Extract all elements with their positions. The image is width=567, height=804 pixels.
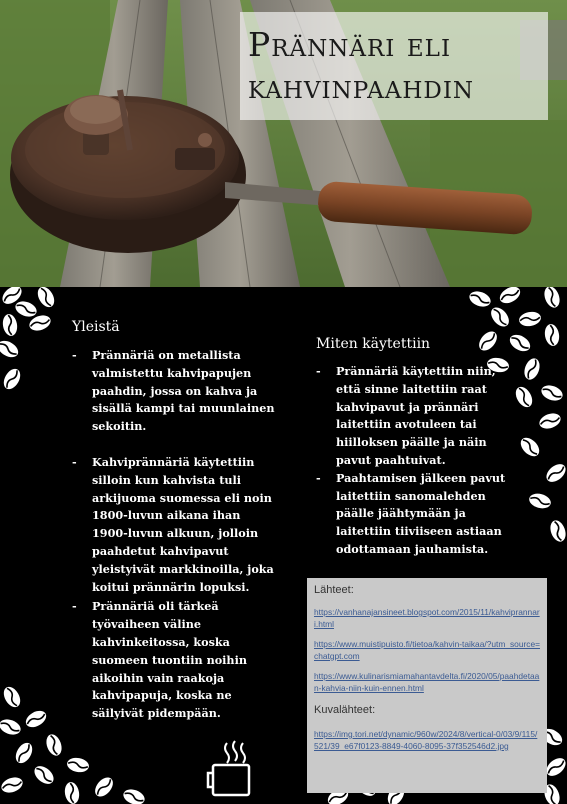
left-list [72,347,280,723]
coffee-bean-icon [1,313,19,337]
coffee-bean-icon [548,518,567,543]
coffee-mug-icon [205,739,261,797]
coffee-bean-icon [537,411,562,432]
coffee-bean-icon [476,328,501,354]
coffee-bean-icon [497,287,523,307]
coffee-bean-icon [488,304,513,330]
coffee-bean-icon [12,740,35,766]
title-line-2: kahvinpaahdin [248,67,475,106]
coffee-bean-icon [543,461,567,486]
page-title [248,24,548,108]
coffee-bean-icon [92,774,117,800]
sources-heading: Lähteet: [314,584,354,596]
coffee-bean-icon [518,310,542,328]
image-sources-heading: Kuvalähteet: [314,704,376,716]
coffee-bean-icon [66,756,90,774]
coffee-bean-icon [34,287,57,310]
source-link[interactable]: https://vanhanajansineet.blogspot.com/2015/11/kahviprannari.html [314,607,540,629]
image-source-link[interactable]: https://img.tori.net/dynamic/960w/2024/8/vertical-0/03/9/115/521/39_e67f0123-8849-4060-8095-37f352546d2.jpg [314,729,538,751]
coffee-bean-icon [121,787,146,804]
coffee-bean-icon [0,717,23,738]
title-line-1: Prännäri eli [248,25,452,64]
coffee-bean-icon [467,289,492,310]
source-link[interactable]: https://www.kulinarismiamahantavdelta.fi/2020/05/paahdetaan-kahvia-niin-kuin-ennen.html [314,671,540,693]
coffee-bean-icon [0,684,23,710]
list-item: - Prännäriä oli tärkeä työvaiheen väline kahvinkeitossa, koska suomeen tuontiin noihin aikoihin vain raakoja kahvipapuja, koska ne säilyivät pidempään. [72,598,280,723]
coffee-bean-icon [0,775,25,796]
coffee-bean-icon [528,491,553,510]
coffee-bean-icon [522,356,543,381]
coffee-bean-icon [63,781,81,804]
left-heading: Yleistä [72,319,120,335]
right-list [316,363,516,559]
coffee-bean-icon [542,287,563,310]
coffee-bean-icon [31,763,57,788]
coffee-bean-icon [507,331,533,354]
coffee-bean-icon [23,707,49,730]
source-link[interactable]: https://www.muistipuisto.fi/tietoa/kahvin-taikaa/?utm_source=chatgpt.com [314,639,540,661]
coffee-bean-icon [539,383,564,404]
coffee-bean-icon [517,434,542,459]
coffee-bean-icon [0,337,21,360]
sources-box [307,578,547,793]
list-item: - Paahtamisen jälkeen pavut laitettiin sanomalehden päälle jäähtymään ja laitettiin tiiviiseen astiaan odottamaan jauhamista. [316,470,516,559]
coffee-bean-icon [44,732,65,757]
coffee-bean-icon [13,299,38,320]
coffee-bean-icon [0,366,23,392]
list-item: - Prännäriä on metallista valmistettu kahvipapujen paahdin, jossa on kahva ja sisällä kampi tai muunlainen sekoitin. [72,347,280,436]
list-item: - Kahviprännäriä käytettiin silloin kun kahvista tuli arkijuoma suomessa eli noin 1800-luvun aikana ihan 1900-luvun alkuun, jolloin paahdetut kahvipavut yleistyivät markkinoilla, joka koitui prännärin lopuksi. [72,454,280,596]
list-item: - Prännäriä käytettiin niin, että sinne laitettiin raat kahvipavut ja prännäri laitettiin avotuleen tai hiilloksen päälle ja näin pavut paahtuivat. [316,363,516,470]
content-area [0,287,567,804]
coffee-bean-icon [543,323,561,347]
right-heading: Miten käytettiin [316,336,431,352]
